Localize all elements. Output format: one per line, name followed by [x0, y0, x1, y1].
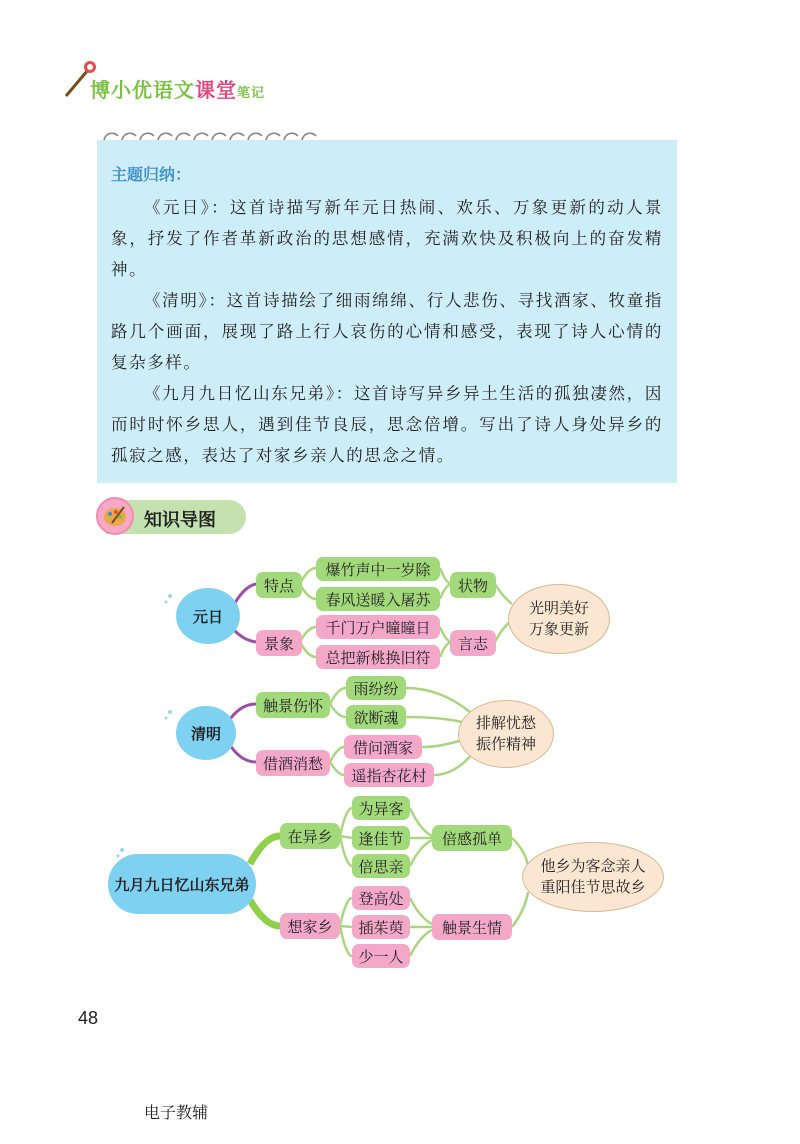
mindmap-branch-tedian: 特点: [256, 572, 302, 598]
mindmap-branch-zaiyixiang: 在异乡: [280, 823, 340, 849]
mindmap-line: 倍思亲: [352, 854, 410, 878]
mindmap-branch-xiangjiaxiang: 想家乡: [280, 913, 340, 939]
mindmap-summary-yuanri: 光明美好 万象更新: [508, 584, 610, 654]
mindmap-tag-beigan: 倍感孤单: [432, 825, 512, 851]
mindmap-tag-yanzhi: 言志: [450, 630, 496, 656]
mindmap-summary-jiuyue: 他乡为客念亲人 重阳佳节思故乡: [522, 842, 664, 912]
mindmap-line: 总把新桃换旧符: [316, 645, 440, 669]
mindmap-line: 爆竹声中一岁除: [316, 557, 440, 581]
mindmap-root-qingming: 清明: [176, 706, 236, 760]
mindmap-line: 千门万户曈曈日: [316, 615, 440, 639]
mindmap-branch-jiejiu: 借酒消愁: [256, 750, 330, 776]
theme-paragraph-jiuyue: 《九月九日忆山东兄弟》：这首诗写异乡异土生活的孤独凄然，因而时时怀乡思人，遇到佳节良辰，思念倍增。写出了诗人身处异乡的孤寂之感，表达了对家乡亲人的思念之情。: [111, 384, 663, 465]
mindmap-summary-qingming: 排解忧愁 振作精神: [458, 700, 554, 768]
theme-paragraph-yuanri: 《元日》：这首诗描写新年元日热闹、欢乐、万象更新的动人景象，抒发了作者革新政治的思想感情，充满欢快及积极向上的奋发精神。: [111, 198, 663, 279]
mindmap-branch-jingxiang: 景象: [256, 630, 302, 656]
page-number: 48: [78, 1008, 99, 1028]
mindmap-line: 逢佳节: [352, 826, 410, 850]
mindmap-line: 插茱萸: [352, 915, 410, 939]
mindmap-line: 雨纷纷: [346, 676, 406, 700]
brand-title: 博小优语文课堂笔记: [90, 78, 266, 102]
theme-title: 主题归纳：: [111, 165, 192, 184]
mindmap-tag-chujing: 触景生情: [432, 914, 512, 940]
theme-paragraph-qingming: 《清明》：这首诗描绘了细雨绵绵、行人悲伤、寻找酒家、牧童指路几个画面，展现了路上行人哀伤的心情和感受，表现了诗人心情的复杂多样。: [111, 291, 663, 372]
mindmap-line: 为异客: [352, 796, 410, 820]
mindmap-line: 春风送暖入屠苏: [316, 587, 440, 611]
footer-text: 电子教辅: [144, 1103, 209, 1122]
mindmap-root-yuanri: 元日: [176, 588, 240, 644]
mindmap-line: 少一人: [352, 944, 410, 968]
mindmap-branch-chujing: 触景伤怀: [256, 692, 330, 718]
mindmap-line: 借问酒家: [344, 735, 422, 759]
mindmap-root-jiuyue: 九月九日忆山东兄弟: [108, 854, 256, 914]
section-title: 知识导图: [144, 510, 216, 531]
mindmap-line: 登高处: [352, 886, 410, 910]
mindmap-line: 欲断魂: [346, 705, 406, 729]
mindmap-line: 遥指杏花村: [344, 763, 434, 787]
mindmap-tag-zhuangwu: 状物: [450, 572, 496, 598]
